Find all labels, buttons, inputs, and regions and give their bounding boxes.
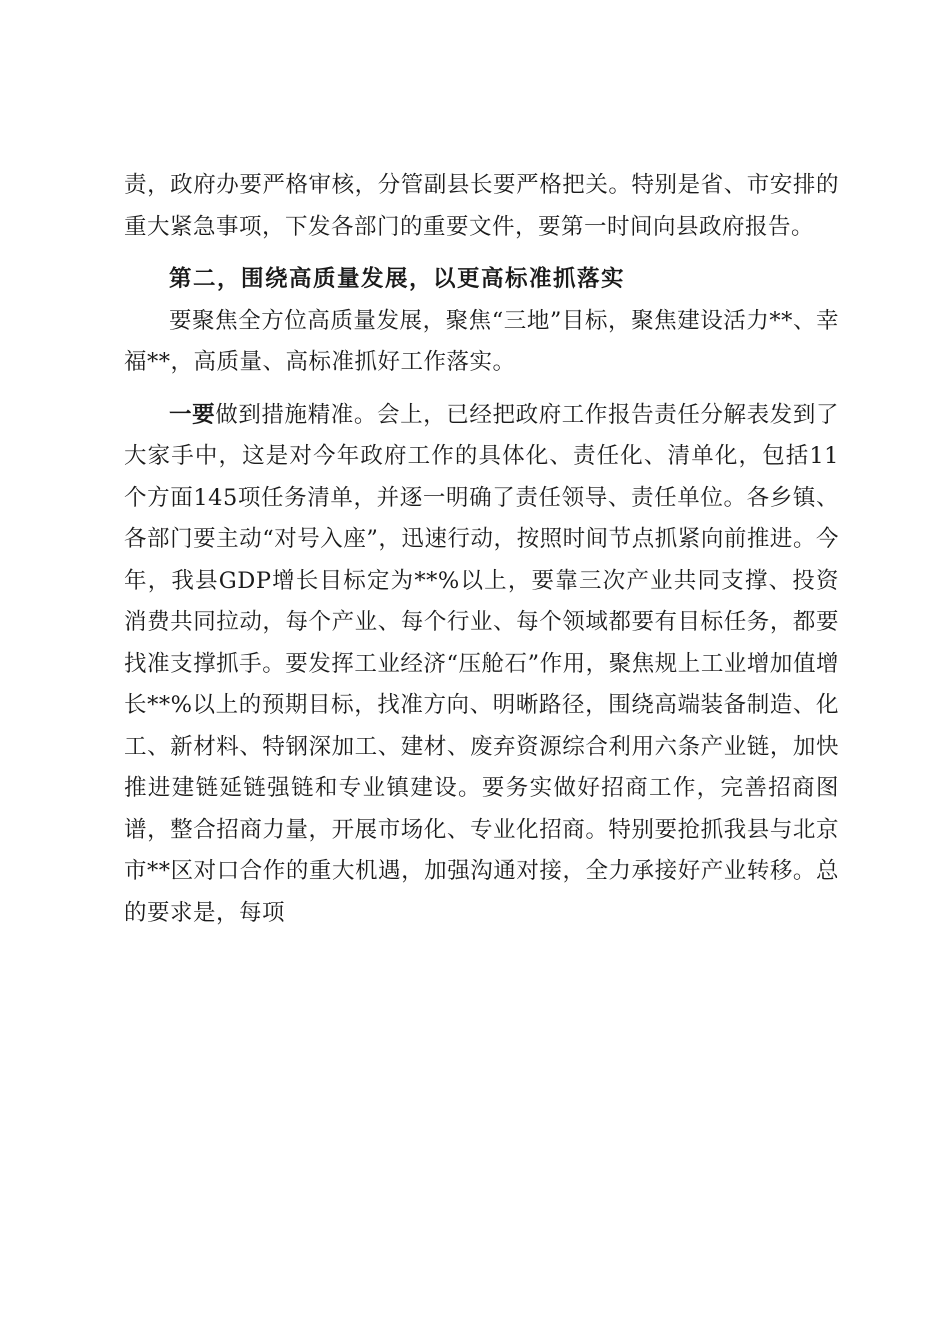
paragraph-continuation: 责，政府办要严格审核，分管副县长要严格把关。特别是省、市安排的重大紧急事项，下发各部门的重要文件，要第一时间向县政府报告。 (124, 172, 839, 240)
document-body (124, 165, 839, 934)
paragraph-measures (124, 395, 839, 935)
section-heading: 第二，围绕高质量发展，以更高标准抓落实 (169, 266, 626, 292)
paragraph-body: 做到措施精准。会上，已经把政府工作报告责任分解表发到了大家手中，这是对今年政府工作的具体化、责任化、清单化，包括11个方面145项任务清单，并逐一明确了责任领导、责任单位。各乡镇、各部门要主动“对号入座”，迅速行动，按照时间节点抓紧向前推进。今年，我县GDP增长目标定为**%以上，要靠三次产业共同支撑、投资消费共同拉动，每个产业、每个行业、每个领域都要有目标任务，都要找准支撑抓手。要发挥工业经济“压舱石”作用，聚焦规上工业增加值增长**%以上的预期目标，找准方向、明晰路径，围绕高端装备制造、化工、新材料、特钢深加工、建材、废弃资源综合利用六条产业链，加快推进建链延链强链和专业镇建设。要务实做好招商工作，完善招商图谱，整合招商力量，开展市场化、专业化招商。特别要抢抓我县与北京市**区对口合作的重大机遇，加强沟通对接，全力承接好产业转移。总的要求是，每项 (124, 401, 839, 926)
paragraph-intro: 要聚焦全方位高质量发展，聚焦“三地”目标，聚焦建设活力**、幸福**，高质量、高标准抓好工作落实。 (124, 307, 839, 375)
paragraph-lead: 一要 (169, 401, 216, 428)
